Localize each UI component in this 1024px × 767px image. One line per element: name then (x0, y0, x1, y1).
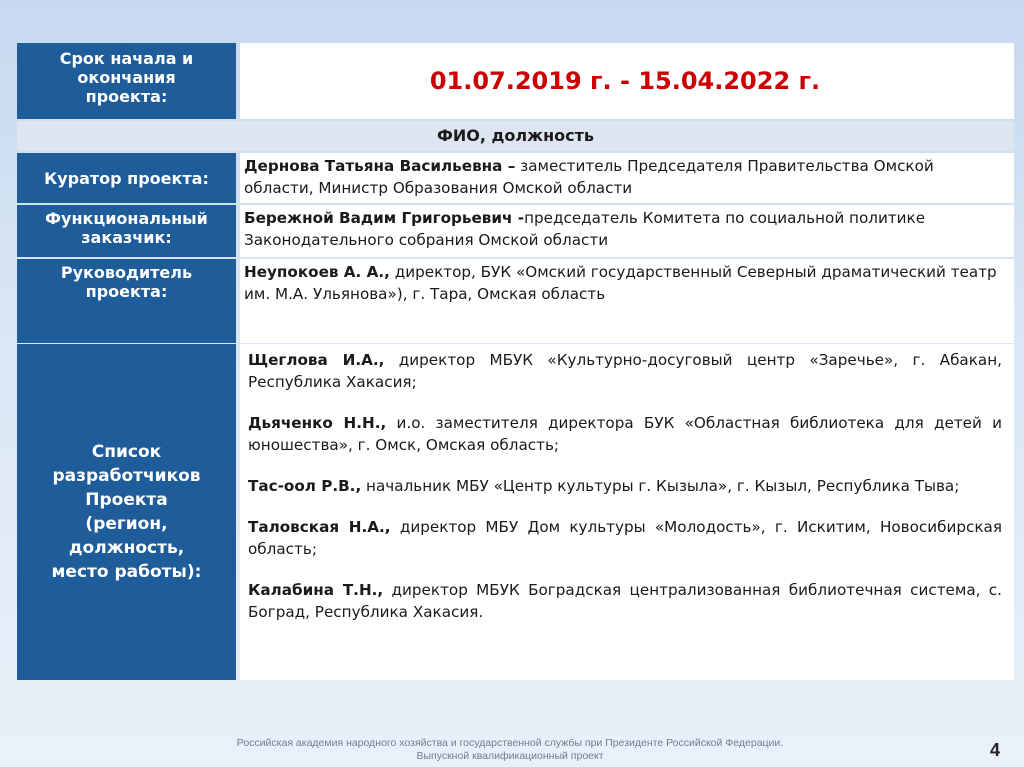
developer-desc: и.о. заместителя директора БУК «Областная библиотека для детей и юношества», г. Омск, Омская область; (248, 414, 1002, 454)
footer (120, 737, 900, 763)
developer-desc: директор МБУ Дом культуры «Молодость», г. Искитим, Новосибирская область; (248, 518, 1002, 558)
customer-label: Функциональный заказчик: (17, 205, 236, 257)
developers-table (17, 344, 1014, 680)
developer-desc: директор МБУК «Культурно-досуговый центр «Заречье», г. Абакан, Республика Хакасия; (248, 351, 1002, 391)
developer-name: Дьяченко Н.Н., (248, 414, 387, 432)
curator-value (240, 153, 1014, 203)
footer-line-1: Российская академия народного хозяйства и государственной службы при Президенте Российской Федерации. (236, 737, 784, 749)
manager-desc: директор, БУК «Омский государственный Северный драматический театр им. М.А. Ульянова»), г. Тара, Омская область (244, 263, 997, 303)
customer-value (240, 205, 1014, 257)
page-number: 4 (990, 740, 1001, 760)
developer-name: Калабина Т.Н., (248, 581, 384, 599)
developer-name: Тас-оол Р.В., (248, 477, 362, 495)
list-item (248, 349, 1002, 393)
curator-name: Дернова Татьяна Васильевна – (244, 157, 516, 175)
list-item (248, 412, 1002, 456)
period-label: Срок начала и окончания проекта: (17, 43, 236, 119)
period-value: 01.07.2019 г. - 15.04.2022 г. (240, 43, 1014, 119)
manager-value (240, 259, 1014, 343)
developer-desc: директор МБУК Боградская централизованная библиотечная система, с. Боград, Республика Хакасия. (248, 581, 1002, 621)
developers-label: Список разработчиков Проекта (регион, должность, место работы): (17, 344, 236, 680)
fio-header: ФИО, должность (17, 121, 1014, 151)
developer-name: Щеглова И.А., (248, 351, 385, 369)
footer-line-2: Выпускной квалификационный проект (416, 750, 604, 762)
developer-desc: начальник МБУ «Центр культуры г. Кызыла», г. Кызыл, Республика Тыва; (361, 477, 960, 495)
manager-name: Неупокоев А. А., (244, 263, 390, 281)
manager-label: Руководитель проекта: (17, 259, 236, 343)
project-info-table (17, 43, 1014, 343)
curator-label: Куратор проекта: (17, 153, 236, 203)
developer-name: Таловская Н.А., (248, 518, 391, 536)
list-item (248, 516, 1002, 560)
customer-name: Бережной Вадим Григорьевич - (244, 209, 525, 227)
list-item (248, 579, 1002, 623)
developers-list (240, 344, 1014, 680)
list-item (248, 475, 1002, 497)
customer-desc: председатель Комитета по социальной политике Законодательного собрания Омской области (244, 209, 926, 249)
curator-desc: заместитель Председателя Правительства Омской области, Министр Образования Омской области (244, 157, 934, 197)
